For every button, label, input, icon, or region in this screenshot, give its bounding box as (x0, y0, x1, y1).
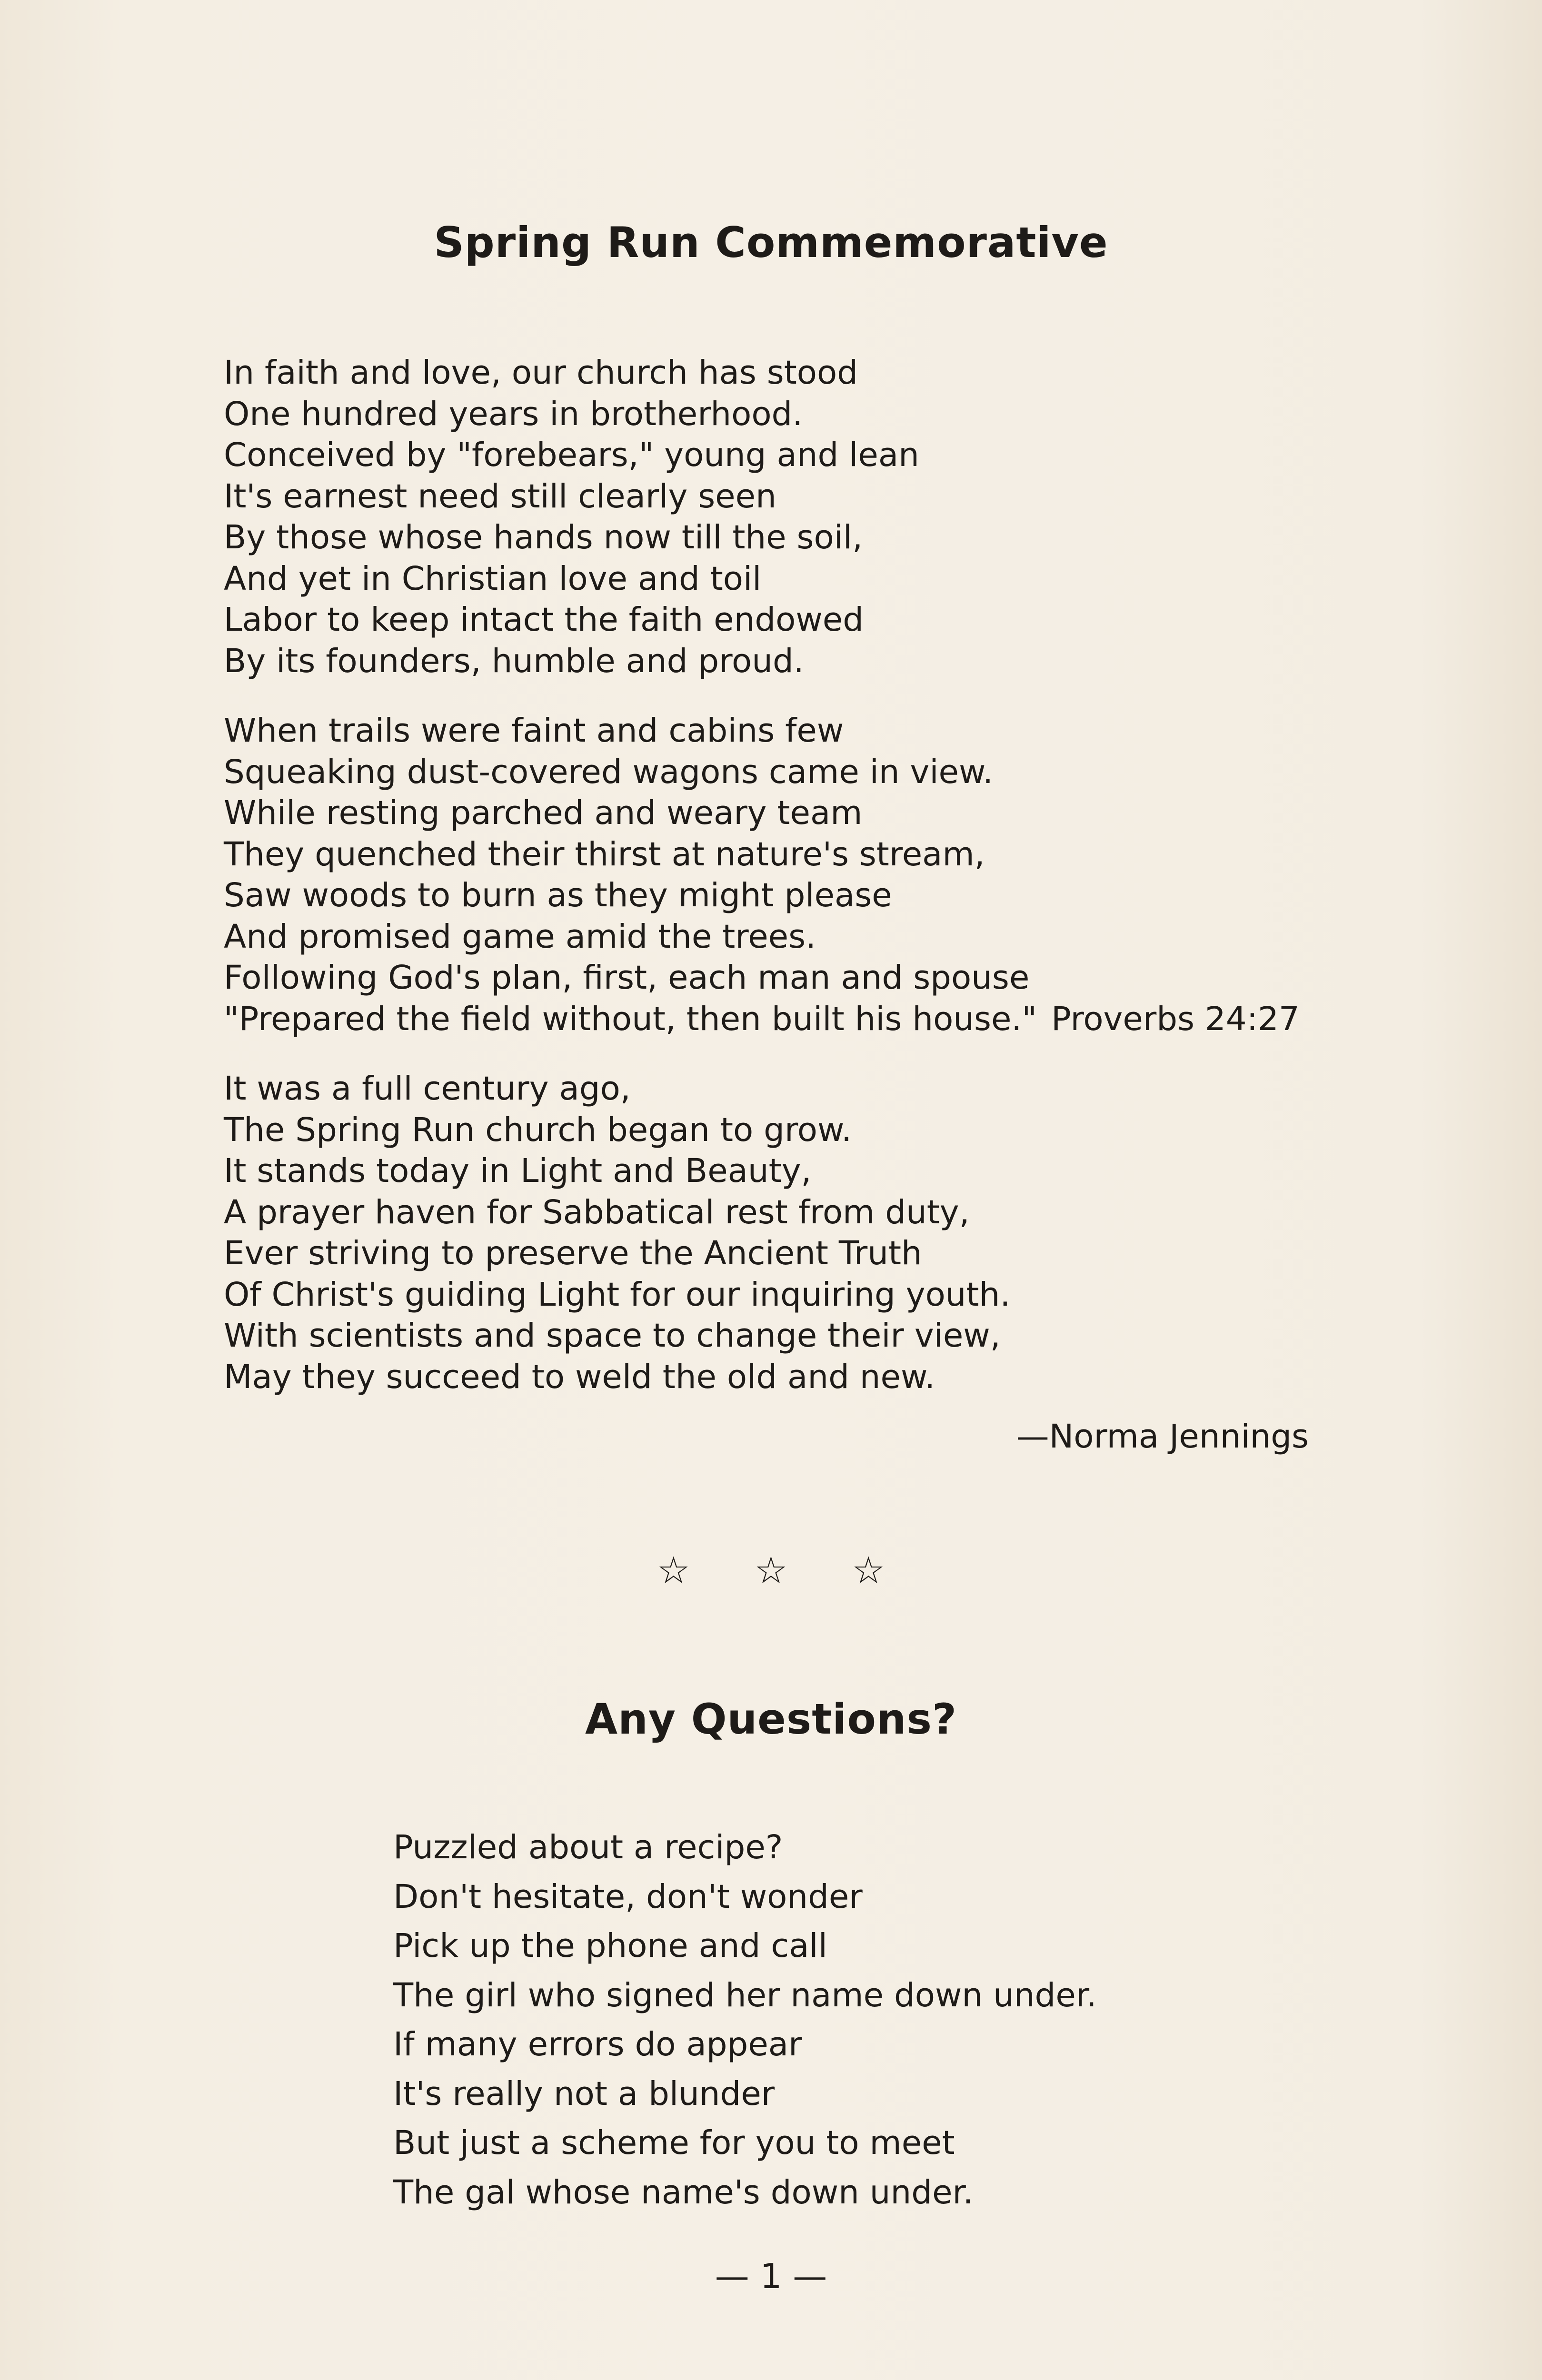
poem-line: They quenched their thirst at nature's stream, (224, 835, 985, 873)
poem-line: By its founders, humble and proud. (224, 642, 804, 680)
poem-line: It's really not a blunder (393, 2074, 775, 2113)
poem-line: The girl who signed her name down under. (393, 1976, 1097, 2014)
poem-line: Ever striving to preserve the Ancient Truth (224, 1234, 922, 1272)
poem-line: And promised game amid the trees. (224, 917, 816, 956)
poem-line: Squeaking dust-covered wagons came in view. (224, 753, 994, 791)
star-icon: ☆ (852, 1549, 885, 1592)
star-icon: ☆ (657, 1549, 690, 1592)
poem-line: It was a full century ago, (224, 1070, 631, 1108)
poem-line: It's earnest need still clearly seen (224, 477, 776, 516)
poem-line: Pick up the phone and call (393, 1927, 827, 1965)
poem-line: With scientists and space to change their view, (224, 1317, 1001, 1355)
author-signature: —Norma Jennings (1016, 1418, 1309, 1456)
poem-line: Labor to keep intact the faith endowed (224, 601, 864, 639)
stanza-2 (224, 710, 1366, 1040)
quoted-line: "Prepared the field without, then built his house." (224, 1000, 1037, 1038)
star-divider (0, 1549, 1542, 1592)
poem-line: Following God's plan, first, each man and spouse (224, 959, 1030, 997)
poem-line: It stands today in Light and Beauty, (224, 1152, 812, 1190)
poem-line-with-citation (224, 999, 1366, 1040)
poem-line: The Spring Run church began to grow. (224, 1111, 852, 1149)
stanza-1 (224, 352, 1366, 682)
star-icon: ☆ (754, 1549, 788, 1592)
poem-line: A prayer haven for Sabbatical rest from duty, (224, 1193, 970, 1231)
page-number: — 1 — (715, 2256, 827, 2296)
poem-line: And yet in Christian love and toil (224, 559, 762, 598)
poem-line: But just a scheme for you to meet (393, 2124, 955, 2162)
poem-line: By those whose hands now till the soil, (224, 518, 863, 556)
poem-title-spring-run: Spring Run Commemorative (434, 218, 1108, 267)
bible-citation: Proverbs 24:27 (1051, 1000, 1300, 1038)
poem-title-any-questions: Any Questions? (585, 1695, 957, 1744)
poem-line: One hundred years in brotherhood. (224, 395, 803, 433)
poem-line: When trails were faint and cabins few (224, 712, 844, 750)
poem-line: Don't hesitate, don't wonder (393, 1877, 863, 1916)
poem-line: If many errors do appear (393, 2025, 802, 2063)
poem-line: The gal whose name's down under. (393, 2173, 974, 2211)
stanza-3 (224, 1068, 1366, 1398)
poem-line: In faith and love, our church has stood (224, 354, 858, 392)
stanza-any-questions (393, 1823, 1536, 2217)
poem-line: May they succeed to weld the old and new. (224, 1358, 935, 1396)
poem-line: Of Christ's guiding Light for our inquiring youth. (224, 1275, 1011, 1314)
poem-line: Conceived by "forebears," young and lean (224, 436, 919, 474)
poem-line: Puzzled about a recipe? (393, 1828, 783, 1866)
poem-line: While resting parched and weary team (224, 794, 863, 832)
poem-line: Saw woods to burn as they might please (224, 876, 892, 914)
